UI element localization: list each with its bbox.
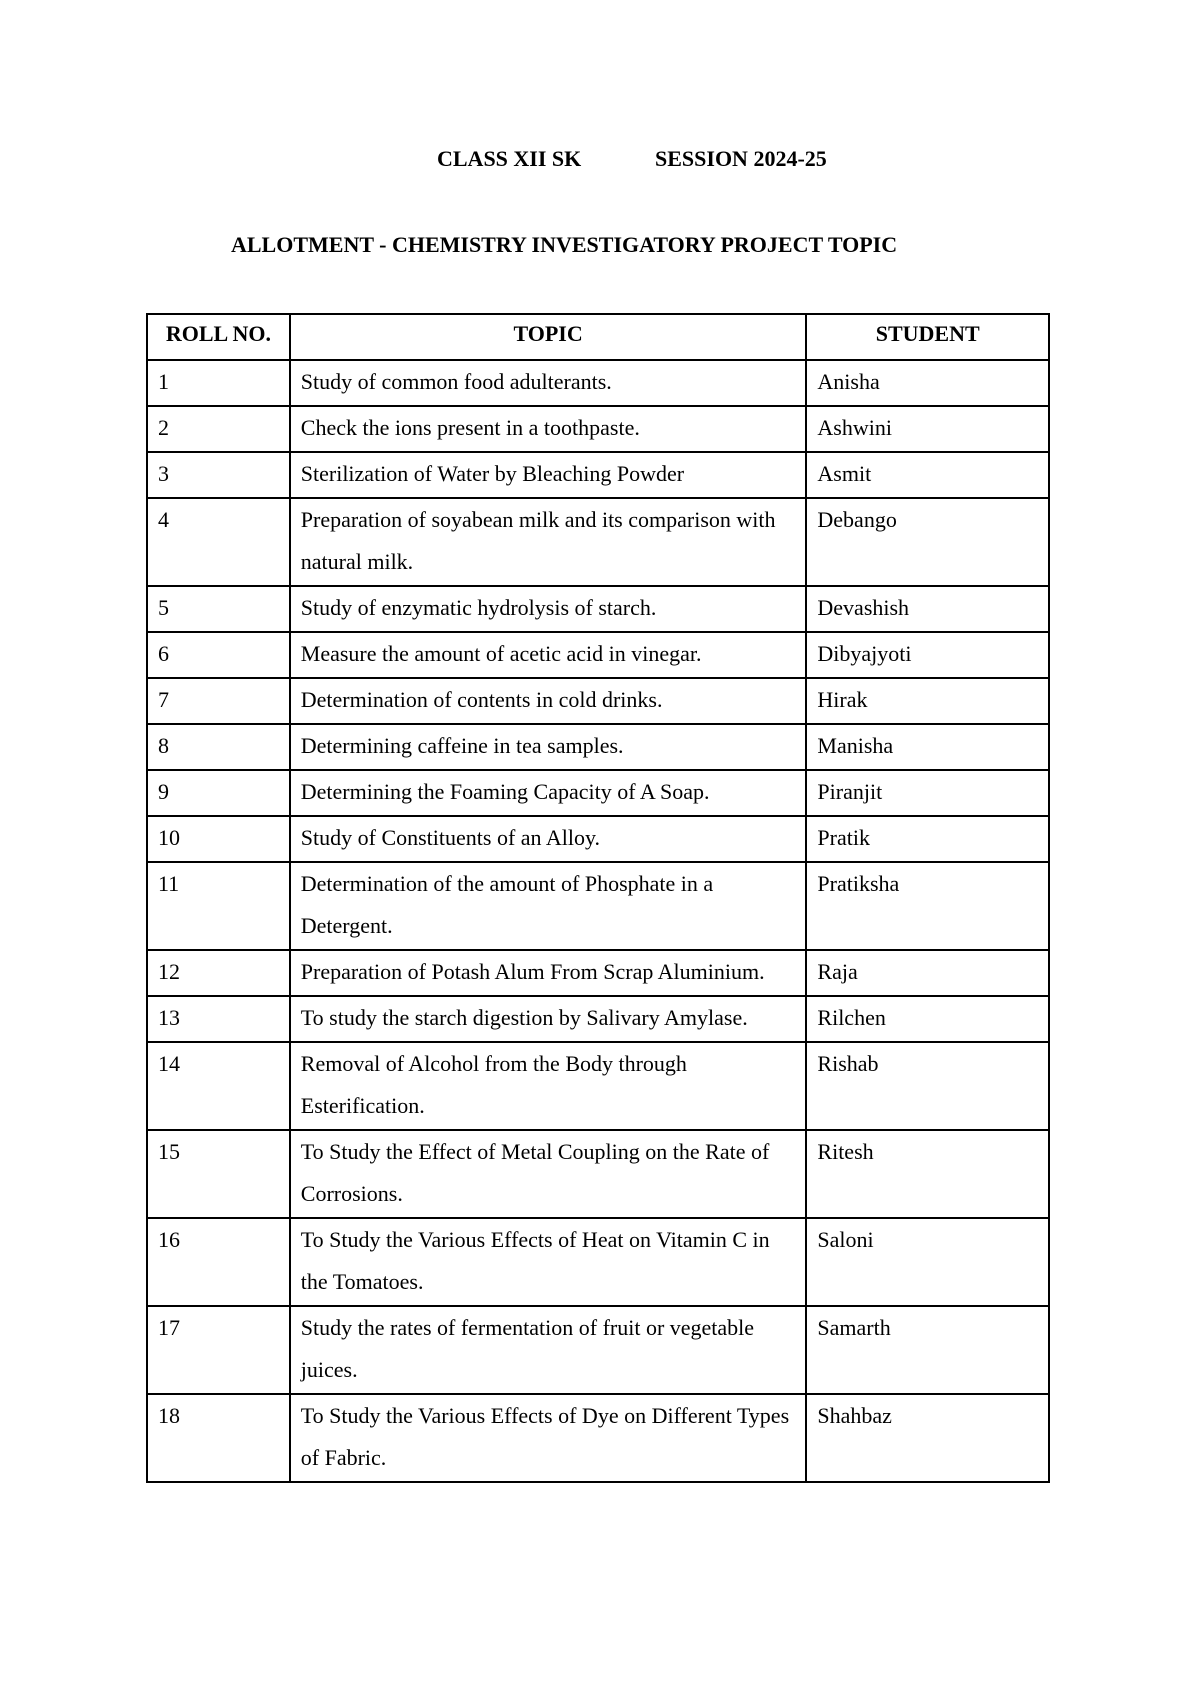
table-header-row: [147, 314, 1049, 360]
student-cell: Asmit: [806, 452, 1049, 498]
table-row: [147, 724, 1049, 770]
student-cell: Rishab: [806, 1042, 1049, 1130]
topic-cell: Study the rates of fermentation of fruit or vegetable juices.: [290, 1306, 807, 1394]
topic-cell: Sterilization of Water by Bleaching Powder: [290, 452, 807, 498]
topic-cell: To study the starch digestion by Salivary Amylase.: [290, 996, 807, 1042]
roll-number-cell: 6: [147, 632, 290, 678]
topic-cell: Preparation of Potash Alum From Scrap Aluminium.: [290, 950, 807, 996]
page-title: ALLOTMENT - CHEMISTRY INVESTIGATORY PROJECT TOPIC: [231, 232, 898, 257]
student-cell: Devashish: [806, 586, 1049, 632]
topic-cell: Determination of contents in cold drinks.: [290, 678, 807, 724]
project-topic-table: [146, 313, 1050, 1483]
column-header-topic: TOPIC: [290, 314, 807, 360]
topic-cell: Measure the amount of acetic acid in vinegar.: [290, 632, 807, 678]
roll-number-cell: 10: [147, 816, 290, 862]
student-cell: Piranjit: [806, 770, 1049, 816]
table-row: [147, 816, 1049, 862]
roll-number-cell: 7: [147, 678, 290, 724]
column-header-roll: ROLL NO.: [147, 314, 290, 360]
table-row: [147, 360, 1049, 406]
student-cell: Pratik: [806, 816, 1049, 862]
student-cell: Dibyajyoti: [806, 632, 1049, 678]
student-cell: Anisha: [806, 360, 1049, 406]
table-row: [147, 862, 1049, 950]
student-cell: Ritesh: [806, 1130, 1049, 1218]
topic-cell: Study of enzymatic hydrolysis of starch.: [290, 586, 807, 632]
table-row: [147, 406, 1049, 452]
roll-number-cell: 18: [147, 1394, 290, 1482]
student-cell: Debango: [806, 498, 1049, 586]
roll-number-cell: 15: [147, 1130, 290, 1218]
roll-number-cell: 12: [147, 950, 290, 996]
topic-cell: To Study the Effect of Metal Coupling on the Rate of Corrosions.: [290, 1130, 807, 1218]
student-cell: Saloni: [806, 1218, 1049, 1306]
table-row: [147, 632, 1049, 678]
topic-cell: Preparation of soyabean milk and its comparison with natural milk.: [290, 498, 807, 586]
class-label: CLASS XII SK: [437, 146, 582, 171]
roll-number-cell: 9: [147, 770, 290, 816]
roll-number-cell: 5: [147, 586, 290, 632]
roll-number-cell: 4: [147, 498, 290, 586]
student-cell: Rilchen: [806, 996, 1049, 1042]
table-row: [147, 1218, 1049, 1306]
topic-cell: To Study the Various Effects of Dye on Different Types of Fabric.: [290, 1394, 807, 1482]
table-row: [147, 1394, 1049, 1482]
roll-number-cell: 2: [147, 406, 290, 452]
student-cell: Shahbaz: [806, 1394, 1049, 1482]
student-cell: Ashwini: [806, 406, 1049, 452]
student-cell: Manisha: [806, 724, 1049, 770]
roll-number-cell: 11: [147, 862, 290, 950]
roll-number-cell: 8: [147, 724, 290, 770]
topic-cell: Removal of Alcohol from the Body through Esterification.: [290, 1042, 807, 1130]
table-row: [147, 1306, 1049, 1394]
table-row: [147, 770, 1049, 816]
topic-cell: Check the ions present in a toothpaste.: [290, 406, 807, 452]
topic-cell: Study of common food adulterants.: [290, 360, 807, 406]
roll-number-cell: 16: [147, 1218, 290, 1306]
table-body: [147, 360, 1049, 1482]
roll-number-cell: 14: [147, 1042, 290, 1130]
topic-cell: To Study the Various Effects of Heat on Vitamin C in the Tomatoes.: [290, 1218, 807, 1306]
topic-cell: Determining the Foaming Capacity of A Soap.: [290, 770, 807, 816]
student-cell: Samarth: [806, 1306, 1049, 1394]
table-row: [147, 678, 1049, 724]
table-row: [147, 950, 1049, 996]
student-cell: Pratiksha: [806, 862, 1049, 950]
roll-number-cell: 1: [147, 360, 290, 406]
table-row: [147, 498, 1049, 586]
roll-number-cell: 13: [147, 996, 290, 1042]
table-row: [147, 452, 1049, 498]
roll-number-cell: 17: [147, 1306, 290, 1394]
student-cell: Raja: [806, 950, 1049, 996]
table-row: [147, 1042, 1049, 1130]
topic-cell: Study of Constituents of an Alloy.: [290, 816, 807, 862]
table-row: [147, 586, 1049, 632]
table-row: [147, 1130, 1049, 1218]
column-header-student: STUDENT: [806, 314, 1049, 360]
session-label: SESSION 2024-25: [655, 146, 827, 171]
roll-number-cell: 3: [147, 452, 290, 498]
student-cell: Hirak: [806, 678, 1049, 724]
topic-cell: Determining caffeine in tea samples.: [290, 724, 807, 770]
table-row: [147, 996, 1049, 1042]
topic-cell: Determination of the amount of Phosphate in a Detergent.: [290, 862, 807, 950]
